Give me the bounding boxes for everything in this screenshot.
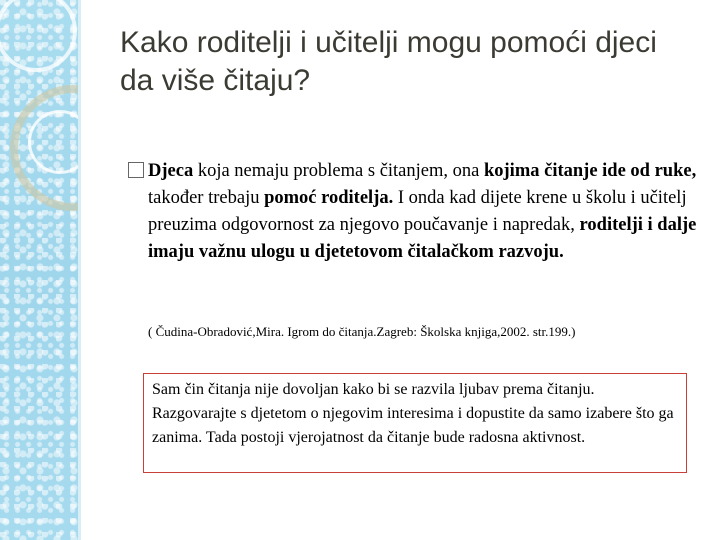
slide-title: Kako roditelji i učitelji mogu pomoći djeci da više čitaju? <box>120 26 657 97</box>
bold-text: pomoć roditelja. <box>264 188 394 208</box>
decorative-circle <box>0 0 77 72</box>
note-text: Sam čin čitanja nije dovoljan kako bi se razvila ljubav prema čitanju. Razgovarajte s djetetom o njegovim interesima i dopustite da samo izabere što ga zanima. Tada postoji vjerojatnost da čitanje bude radosna aktivnost. <box>152 381 674 446</box>
text-run: također trebaju <box>148 188 265 208</box>
text-run: koja nemaju problema s čitanjem, ona <box>193 161 484 181</box>
bold-text: kojima čitanje ide od ruke, <box>483 161 697 181</box>
strip-divider <box>78 0 81 540</box>
bold-text: roditelji i dalje imaju važnu ulogu u djetetovom čitalačkom razvoju. <box>148 215 697 262</box>
citation-text: ( Čudina-Obradović,Mira. Igrom do čitanja.Zagreb: Školska knjiga,2002. str.199.) <box>148 324 576 339</box>
bullet-text <box>148 158 708 266</box>
note-box <box>143 373 687 473</box>
text-run: I onda kad dijete krene u školu i učitelj preuzima odgovornost za njegovo poučavanje i napredak, <box>148 188 687 235</box>
bold-text: Djeca <box>148 161 194 181</box>
bullet-square-icon <box>128 162 144 178</box>
decorative-water-strip <box>0 0 78 540</box>
